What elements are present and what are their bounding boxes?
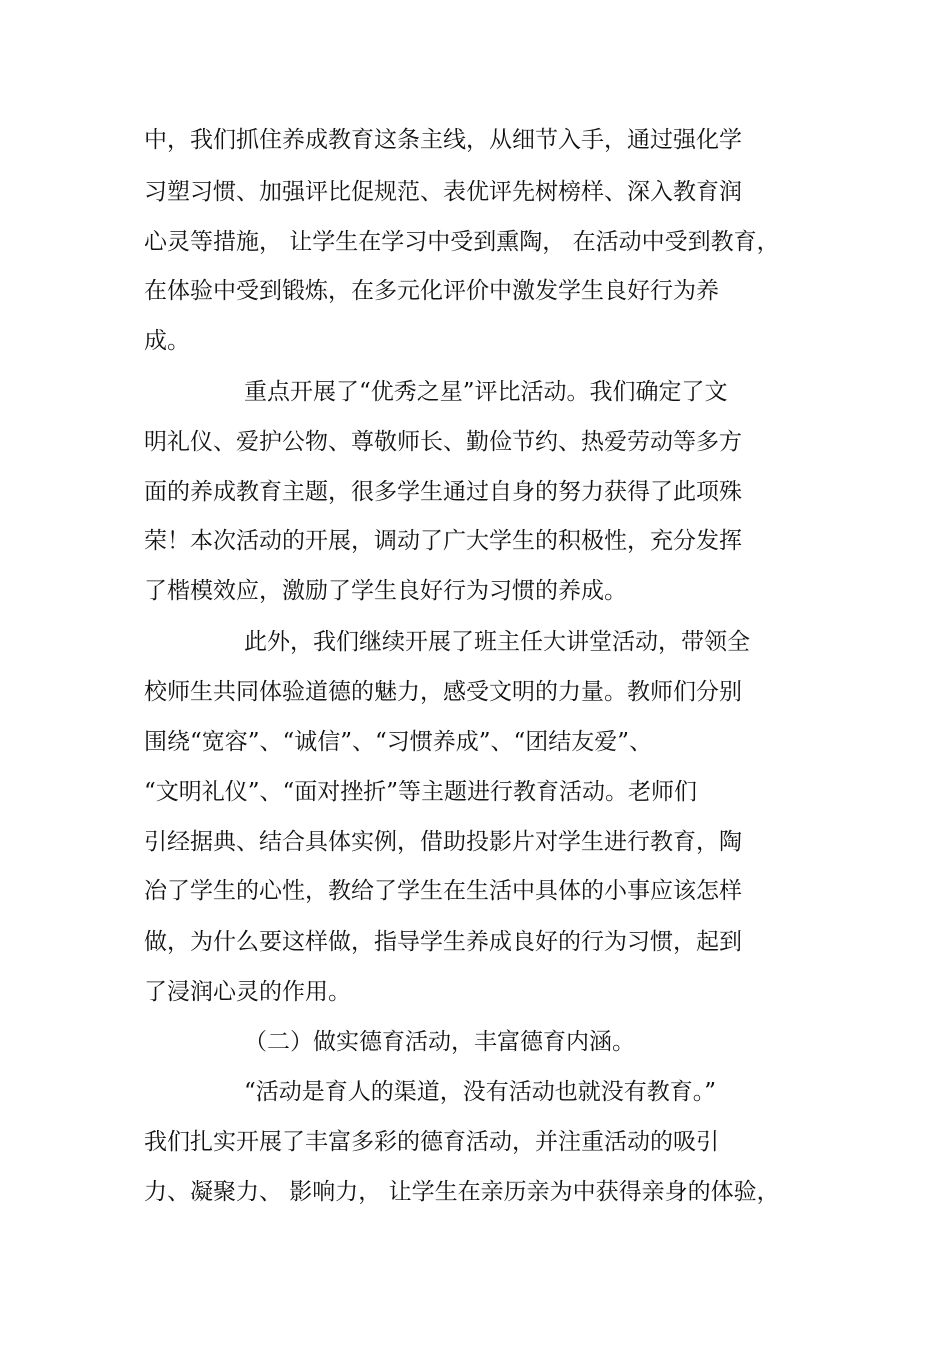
text-line: 了浸润心灵的作用。 <box>144 979 351 1005</box>
text-line: 心灵等措施， 让学生在学习中受到熏陶， 在活动中受到教育， <box>144 229 780 255</box>
text-line: 习塑习惯、加强评比促规范、表优评先树榜样、深入教育润 <box>144 179 742 205</box>
text-line: 冶了学生的心性，教给了学生在生活中具体的小事应该怎样 <box>144 878 742 904</box>
text-line: “文明礼仪”、“面对挫折”等主题进行教育活动。老师们 <box>144 779 698 805</box>
section-heading: （二）做实德育活动，丰富德育内涵。 <box>244 1029 635 1055</box>
text-line: 力、凝聚力、 影响力， 让学生在亲历亲为中获得亲身的体验， <box>144 1179 780 1205</box>
text-line: “活动是育人的渠道，没有活动也就没有教育。” <box>244 1079 717 1105</box>
text-line: 了楷模效应，激励了学生良好行为习惯的养成。 <box>144 578 627 604</box>
text-line: 中，我们抓住养成教育这条主线，从细节入手，通过强化学 <box>144 127 742 153</box>
text-line: 围绕“宽容”、“诚信”、“习惯养成”、“团结友爱”、 <box>144 729 653 755</box>
text-line: 做，为什么要这样做，指导学生养成良好的行为习惯，起到 <box>144 929 742 955</box>
text-line: 荣！本次活动的开展，调动了广大学生的积极性，充分发挥 <box>144 528 742 554</box>
text-line: 明礼仪、爱护公物、尊敬师长、勤俭节约、热爱劳动等多方 <box>144 429 742 455</box>
text-line: 此外，我们继续开展了班主任大讲堂活动，带领全 <box>244 629 750 655</box>
text-line: 在体验中受到锻炼，在多元化评价中激发学生良好行为养 <box>144 278 719 304</box>
text-line: 我们扎实开展了丰富多彩的德育活动，并注重活动的吸引 <box>144 1129 719 1155</box>
text-line: 成。 <box>144 328 190 354</box>
text-line: 面的养成教育主题，很多学生通过自身的努力获得了此项殊 <box>144 479 742 505</box>
text-line: 引经据典、结合具体实例，借助投影片对学生进行教育，陶 <box>144 829 742 855</box>
text-line: 重点开展了“优秀之星”评比活动。我们确定了文 <box>244 379 728 405</box>
text-line: 校师生共同体验道德的魅力，感受文明的力量。教师们分别 <box>144 679 742 705</box>
